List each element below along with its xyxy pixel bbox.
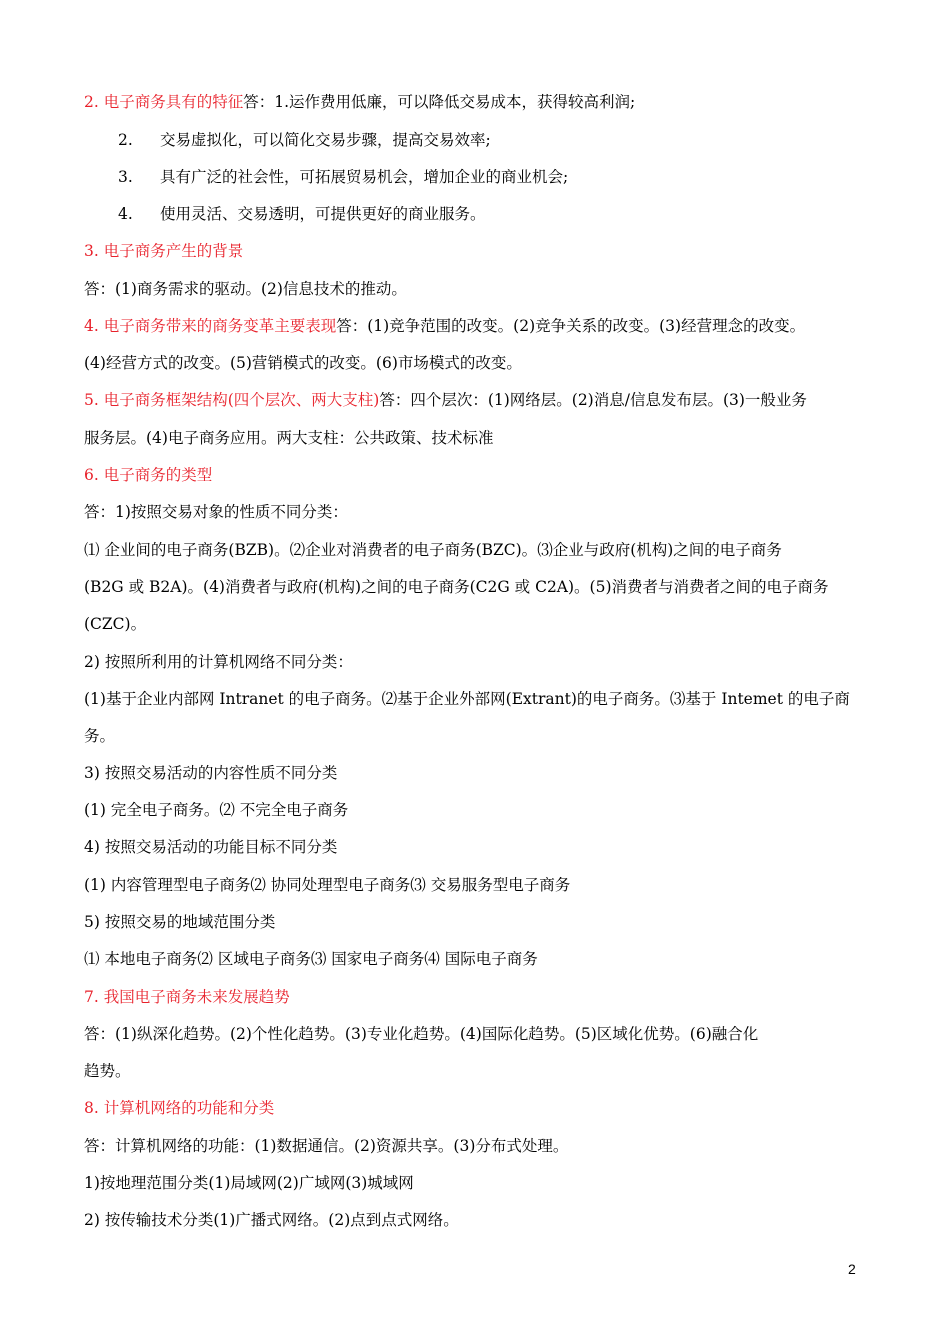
- q6-line-12: 5) 按照交易的地域范围分类: [84, 913, 276, 931]
- q2-line: [84, 92, 635, 112]
- q5-title: 5. 电子商务框架结构(四个层次、两大支柱): [84, 391, 380, 409]
- q2-answer-1: 答：1.运作费用低廉，可以降低交易成本，获得较高利润;: [243, 93, 636, 111]
- q6-line-7: 务。: [84, 727, 116, 745]
- q6-line-4: (CZC)。: [84, 615, 147, 633]
- q5-line-1: [84, 390, 807, 410]
- q4-title: 4. 电子商务带来的商务变革主要表现: [84, 317, 337, 335]
- q7-answer-1: 答：(1)纵深化趋势。(2)个性化趋势。(3)专业化趋势。(4)国际化趋势。(5)区域化优势。(6)融合化: [84, 1025, 759, 1043]
- q6-line-8: 3) 按照交易活动的内容性质不同分类: [84, 764, 338, 782]
- q6-line-6: (1)基于企业内部网 Intranet 的电子商务。⑵基于企业外部网(Extrant)的电子商务。⑶基于 Intemet 的电子商: [84, 690, 850, 708]
- q7-answer-2: 趋势。: [84, 1062, 131, 1080]
- q6-line-2: ⑴ 企业间的电子商务(BZB)。⑵企业对消费者的电子商务(BZC)。⑶企业与政府(机构)之间的电子商务: [84, 541, 782, 559]
- q2-item-2-num: 2.: [118, 131, 133, 149]
- q4-answer-1: 答：(1)竞争范围的改变。(2)竞争关系的改变。(3)经营理念的改变。: [336, 317, 806, 335]
- q6-line-1: 答：1)按照交易对象的性质不同分类：: [84, 503, 348, 521]
- q2-item-2: [118, 130, 491, 150]
- q2-item-4-num: 4.: [118, 205, 133, 223]
- q3-title: 3. 电子商务产生的背景: [84, 242, 244, 260]
- q4-answer-2: (4)经营方式的改变。(5)营销模式的改变。(6)市场模式的改变。: [84, 354, 522, 372]
- q6-line-11: (1) 内容管理型电子商务⑵ 协同处理型电子商务⑶ 交易服务型电子商务: [84, 876, 571, 894]
- q8-title: 8. 计算机网络的功能和分类: [84, 1099, 275, 1117]
- q8-line-3: 2) 按传输技术分类(1)广播式网络。(2)点到点式网络。: [84, 1211, 459, 1229]
- q2-item-2-text: 交易虚拟化，可以简化交易步骤，提高交易效率;: [160, 131, 491, 149]
- q4-line-1: [84, 316, 805, 336]
- q6-line-9: (1) 完全电子商务。⑵ 不完全电子商务: [84, 801, 349, 819]
- q2-title: 2. 电子商务具有的特征: [84, 93, 244, 111]
- q2-item-3: [118, 167, 568, 187]
- q2-item-3-text: 具有广泛的社会性，可拓展贸易机会，增加企业的商业机会;: [160, 168, 569, 186]
- q5-answer-2: 服务层。(4)电子商务应用。两大支柱：公共政策、技术标准: [84, 429, 494, 447]
- q6-line-5: 2) 按照所利用的计算机网络不同分类：: [84, 653, 353, 671]
- q2-item-3-num: 3.: [118, 168, 133, 186]
- q3-answer: 答：(1)商务需求的驱动。(2)信息技术的推动。: [84, 280, 407, 298]
- q6-title: 6. 电子商务的类型: [84, 466, 213, 484]
- q5-answer-1: 答：四个层次：(1)网络层。(2)消息/信息发布层。(3)一般业务: [379, 391, 807, 409]
- q7-title: 7. 我国电子商务未来发展趋势: [84, 988, 290, 1006]
- q2-item-4: [118, 204, 486, 224]
- q8-line-1: 答：计算机网络的功能：(1)数据通信。(2)资源共享。(3)分布式处理。: [84, 1137, 569, 1155]
- q6-line-13: ⑴ 本地电子商务⑵ 区域电子商务⑶ 国家电子商务⑷ 国际电子商务: [84, 950, 538, 968]
- q2-item-4-text: 使用灵活、交易透明，可提供更好的商业服务。: [160, 205, 486, 223]
- page-number: 2: [848, 1261, 856, 1277]
- q6-line-10: 4) 按照交易活动的功能目标不同分类: [84, 838, 338, 856]
- q6-line-3: (B2G 或 B2A)。(4)消费者与政府(机构)之间的电子商务(C2G 或 C2A)。(5)消费者与消费者之间的电子商务: [84, 578, 829, 596]
- q8-line-2: 1)按地理范围分类(1)局域网(2)广域网(3)城域网: [84, 1174, 414, 1192]
